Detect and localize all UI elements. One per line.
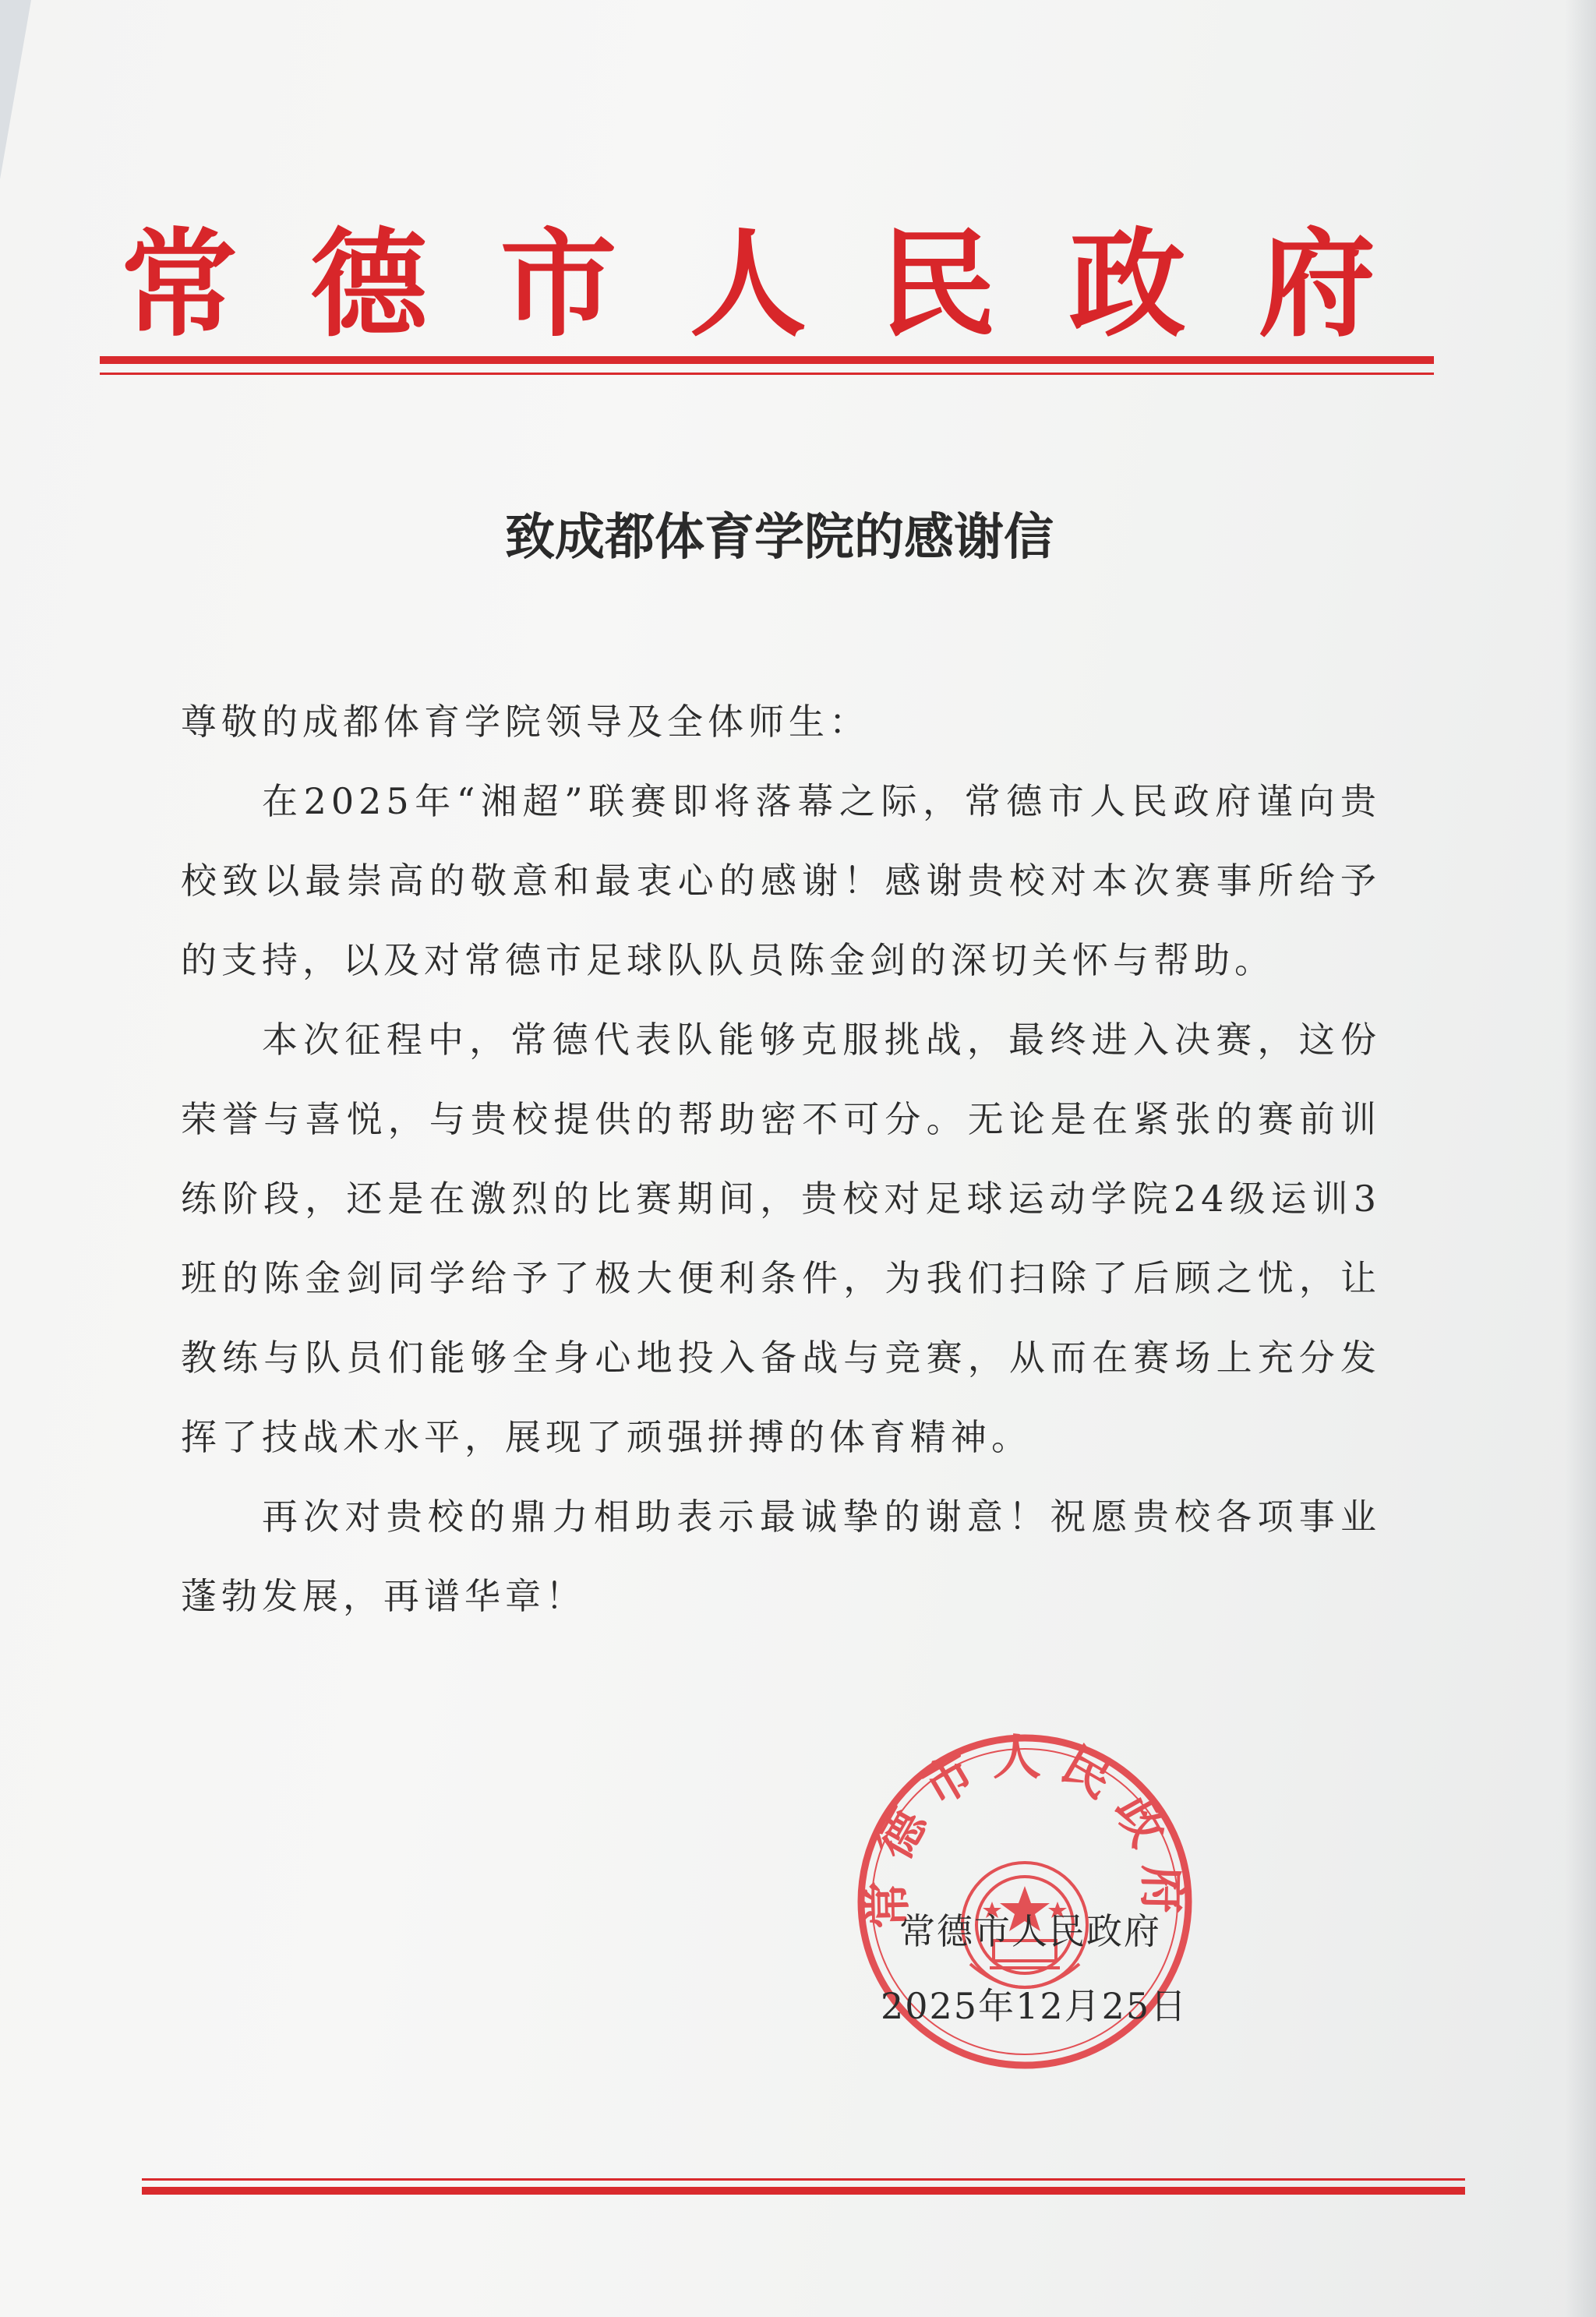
letterhead-char: 市 (500, 216, 617, 353)
letterhead-char: 政 (1068, 216, 1186, 353)
letterhead-char: 常 (120, 216, 238, 353)
letterhead-char: 人 (689, 216, 807, 353)
salutation: 尊敬的成都体育学院领导及全体师生： (181, 701, 870, 743)
signature-org: 常德市人民政府 (899, 1910, 1161, 1952)
letterhead-rule-thin (100, 373, 1434, 375)
letterhead-rule-thick (100, 356, 1434, 364)
letterhead-char: 德 (310, 216, 428, 353)
letterhead-char: 民 (879, 216, 997, 353)
body-paragraph: 再次对贵校的鼎力相助表示最诚挚的谢意！祝愿贵校各项事业蓬勃发展，再谱华章！ (181, 1496, 1381, 1617)
footer-rule-thin (142, 2178, 1465, 2181)
footer-rule-thick (142, 2187, 1465, 2195)
letterhead-char: 府 (1258, 216, 1375, 353)
letterhead-title (101, 195, 1395, 374)
body-paragraph: 本次征程中，常德代表队能够克服挑战，最终进入决赛，这份荣誉与喜悦，与贵校提供的帮助密不可分。无论是在紧张的赛前训练阶段，还是在激烈的比赛期间，贵校对足球运动学院24级运训3班的陈金剑同学给予了极大便利条件，为我们扫除了后顾之忧，让教练与队员们能够全身心地投入备战与竞赛，从而在赛场上充分发挥了技战术水平，展现了顽强拼搏的体育精神。 (181, 1019, 1381, 1458)
page-edge-shadow (1565, 0, 1596, 2317)
signature-date: 2025年12月25日 (881, 1985, 1188, 2027)
signature-block (881, 1894, 1270, 2043)
body-paragraph: 在2025年“湘超”联赛即将落幕之际，常德市人民政府谨向贵校致以最崇高的敬意和最衷心的感谢！感谢贵校对本次赛事所给予的支持，以及对常德市足球队队员陈金剑的深切关怀与帮助。 (181, 780, 1381, 981)
letter-title: 致成都体育学院的感谢信 (505, 508, 1054, 567)
page-corner-shadow (0, 0, 31, 179)
seal-text: 常德市人民政府 (858, 1730, 1192, 1930)
letter-body (181, 682, 1381, 1636)
